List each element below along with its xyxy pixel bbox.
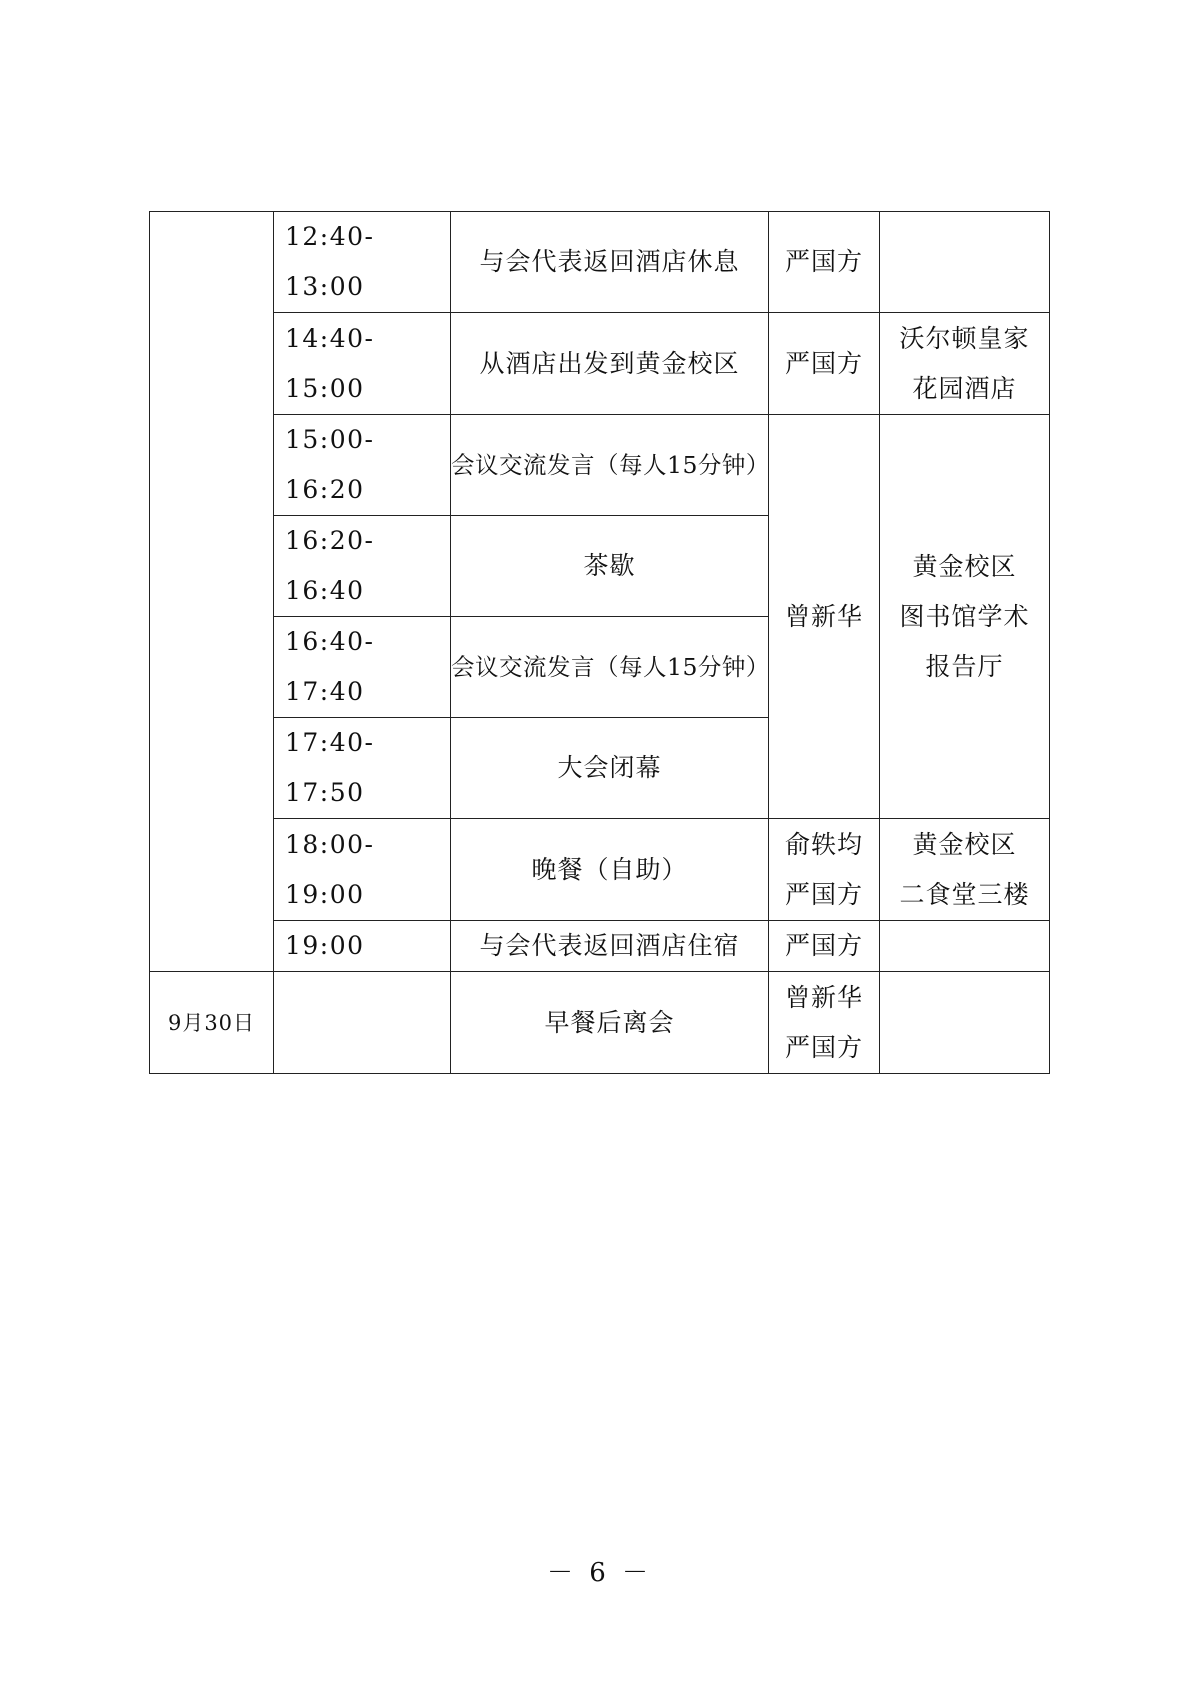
- location-line: 报告厅: [925, 651, 1004, 681]
- person-cell: 严国方: [769, 212, 880, 313]
- person-line: 俞轶均: [784, 829, 863, 859]
- time-cell: 19:00: [274, 921, 451, 972]
- location-cell: [880, 415, 1050, 819]
- page-number: － 6 －: [546, 1558, 653, 1588]
- time-cell: 16:20-16:40: [274, 516, 451, 617]
- person-cell: [769, 972, 880, 1074]
- person-line: 严国方: [784, 1032, 863, 1062]
- time-cell: 14:40-15:00: [274, 313, 451, 415]
- person-cell: [769, 819, 880, 921]
- location-cell: [880, 313, 1050, 415]
- table-row: [150, 212, 1050, 313]
- location-line: 花园酒店: [912, 373, 1017, 403]
- location-cell: [880, 921, 1050, 972]
- activity-cell: 大会闭幕: [451, 718, 769, 819]
- table-row: [150, 972, 1050, 1074]
- table-row: [150, 819, 1050, 921]
- time-cell: 12:40-13:00: [274, 212, 451, 313]
- date-cell: 9月30日: [150, 972, 274, 1074]
- person-cell: 曾新华: [769, 415, 880, 819]
- person-cell: 严国方: [769, 313, 880, 415]
- location-cell: [880, 819, 1050, 921]
- activity-cell: 会议交流发言（每人15分钟）: [451, 415, 769, 516]
- time-cell: 17:40-17:50: [274, 718, 451, 819]
- location-line: 黄金校区: [912, 829, 1017, 859]
- schedule-table: [149, 211, 1050, 1074]
- table-row: [150, 921, 1050, 972]
- activity-cell: 晚餐（自助）: [451, 819, 769, 921]
- time-cell: 16:40-17:40: [274, 617, 451, 718]
- activity-cell: 会议交流发言（每人15分钟）: [451, 617, 769, 718]
- table-row: [150, 415, 1050, 516]
- location-cell: [880, 212, 1050, 313]
- activity-cell: 从酒店出发到黄金校区: [451, 313, 769, 415]
- time-cell: [274, 972, 451, 1074]
- activity-cell: 与会代表返回酒店休息: [451, 212, 769, 313]
- person-line: 曾新华: [784, 982, 863, 1012]
- activity-cell: 与会代表返回酒店住宿: [451, 921, 769, 972]
- person-line: 严国方: [784, 879, 863, 909]
- location-cell: [880, 972, 1050, 1074]
- person-cell: 严国方: [769, 921, 880, 972]
- time-cell: 15:00-16:20: [274, 415, 451, 516]
- activity-cell: 茶歇: [451, 516, 769, 617]
- location-line: 沃尔顿皇家: [899, 323, 1030, 353]
- location-line: 二食堂三楼: [899, 879, 1030, 909]
- time-cell: 18:00-19:00: [274, 819, 451, 921]
- date-cell-continued: [150, 212, 274, 972]
- location-line: 图书馆学术: [899, 601, 1030, 631]
- activity-cell: 早餐后离会: [451, 972, 769, 1074]
- table-row: [150, 313, 1050, 415]
- location-line: 黄金校区: [912, 551, 1017, 581]
